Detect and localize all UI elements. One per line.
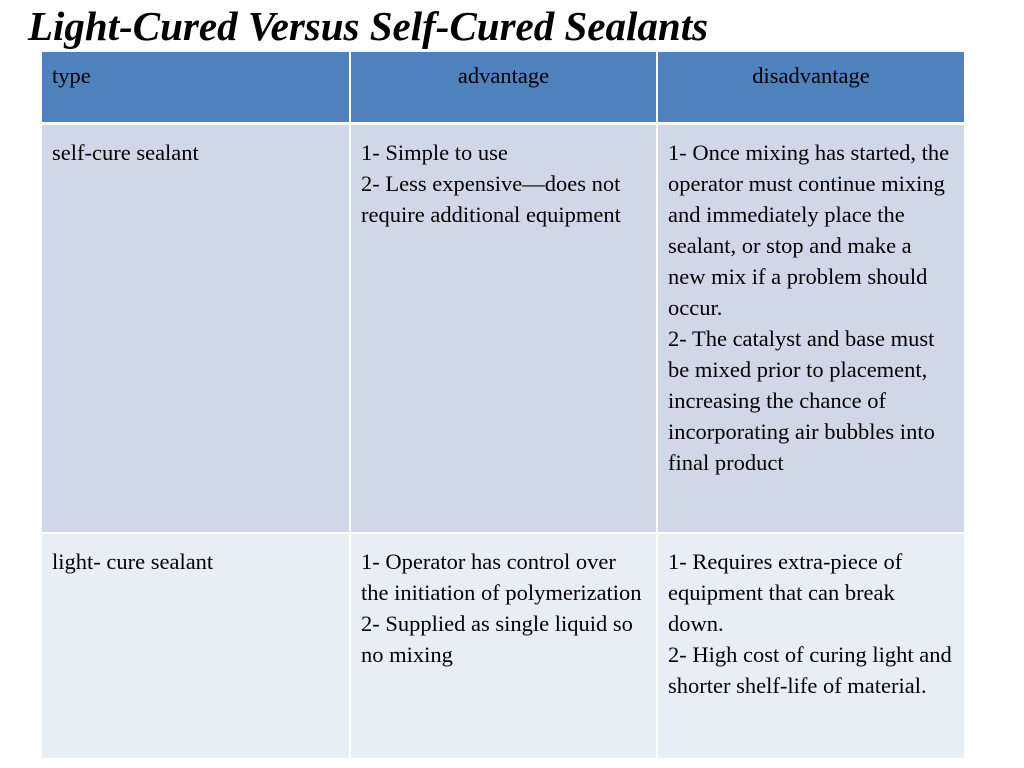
cell-advantage-self-cure	[350, 123, 657, 533]
slide-title: Light-Cured Versus Self-Cured Sealants	[28, 3, 709, 49]
table-header-row	[42, 52, 964, 123]
cell-disadvantage-self-cure	[657, 123, 964, 533]
advantage-item: 1- Operator has control over the initiation of polymerization	[361, 549, 642, 605]
cell-type-light-cure: light- cure sealant	[42, 533, 350, 758]
advantage-item: 1- Simple to use	[361, 139, 508, 165]
advantage-item: 2- Supplied as single liquid so no mixing	[361, 611, 633, 667]
advantage-item: 2- Less expensive—does not require additional equipment	[361, 170, 621, 227]
disadvantage-item: 1- Requires extra-piece of equipment that can break down.	[668, 549, 903, 636]
header-type: type	[42, 52, 350, 123]
header-disadvantage: disadvantage	[657, 52, 964, 123]
table-row-light-cure	[42, 533, 964, 758]
disadvantage-item: 2- High cost of curing light and shorter shelf-life of material.	[668, 642, 952, 698]
disadvantage-item: 1- Once mixing has started, the operator must continue mixing and immediately place the sealant, or stop and make a new mix if a problem should occur.	[668, 139, 950, 320]
cell-type-self-cure: self-cure sealant	[42, 123, 350, 533]
disadvantage-item: 2- The catalyst and base must be mixed prior to placement, increasing the chance of incorporating air bubbles into final product	[668, 325, 935, 475]
cell-advantage-light-cure	[350, 533, 657, 758]
comparison-table	[42, 52, 964, 758]
table-row-self-cure	[42, 123, 964, 533]
header-advantage: advantage	[350, 52, 657, 123]
cell-disadvantage-light-cure	[657, 533, 964, 758]
